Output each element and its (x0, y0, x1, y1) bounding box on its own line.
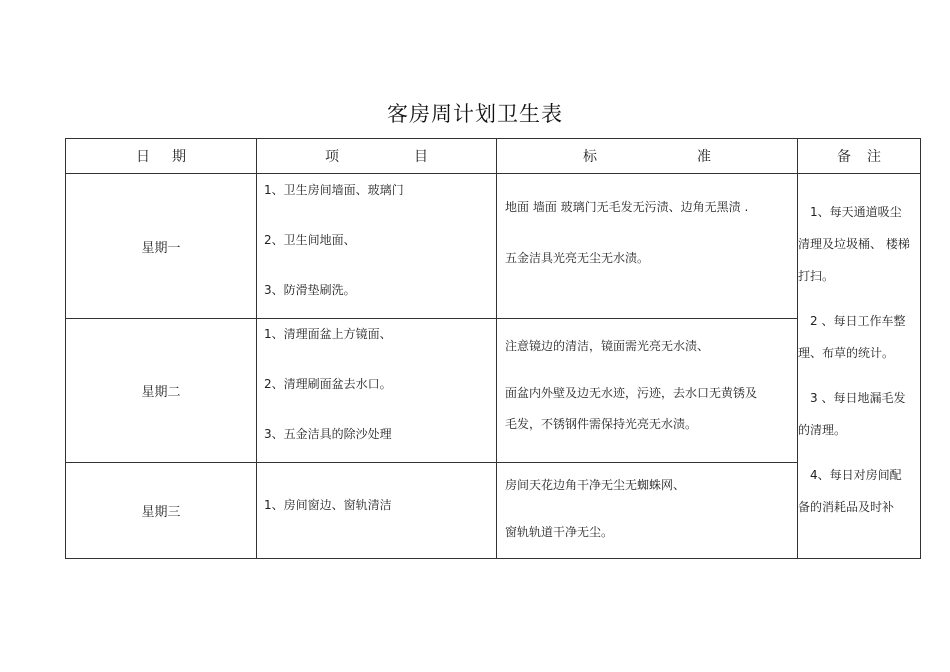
item-line: 3、五金洁具的除沙处理 (264, 427, 392, 441)
item-line: 2、卫生间地面、 (264, 232, 356, 247)
header-row (66, 139, 921, 174)
standard-line: 地面 墙面 玻璃门无毛发无污渍、边角无黑渍 . (505, 200, 749, 214)
standard-line: 五金洁具光亮无尘无水渍。 (505, 251, 650, 265)
standard-line: 毛发，不锈钢件需保持光亮无水渍。 (505, 417, 698, 431)
standard-line: 房间天花边角干净无尘无蜘蛛网、 (505, 477, 686, 492)
note-item: 4、每日对房间配 备的消耗品及时补 (798, 468, 902, 514)
standard-line: 窗轨轨道干净无尘。 (505, 524, 614, 539)
hygiene-schedule-table (65, 138, 921, 559)
header-standard: 标 准 (497, 139, 798, 174)
note-item: 2 、每日工作车整 理、布草的统计。 (798, 314, 906, 360)
standard-cell (497, 319, 798, 463)
day-cell: 星期三 (66, 463, 257, 559)
items-cell (257, 463, 497, 559)
table-row (66, 319, 921, 463)
items-cell (257, 174, 497, 319)
items-cell (257, 319, 497, 463)
note-item: 3 、每日地漏毛发 的清理。 (798, 391, 906, 437)
item-line: 1、房间窗边、窗轨清洁 (264, 498, 392, 512)
day-cell: 星期二 (66, 319, 257, 463)
table-row (66, 174, 921, 319)
note-item: 1、每天通道吸尘 清理及垃圾桶、 楼梯 打扫。 (798, 205, 910, 283)
table-row (66, 463, 921, 559)
header-date: 日期 (66, 139, 257, 174)
item-line: 1、卫生房间墙面、玻璃门 (264, 182, 404, 197)
header-notes: 备注 (798, 139, 921, 174)
item-line: 1、清理面盆上方镜面、 (264, 327, 392, 341)
standard-cell (497, 174, 798, 319)
notes-cell (798, 174, 921, 559)
day-cell: 星期一 (66, 174, 257, 319)
item-line: 2、清理刷面盆去水口。 (264, 377, 392, 391)
standard-line: 注意镜边的清洁，镜面需光亮无水渍、 (505, 339, 710, 353)
standard-line: 面盆内外壁及边无水迹，污迹，去水口无黄锈及 (505, 386, 758, 400)
page-title: 客房周计划卫生表 (387, 102, 563, 126)
header-items: 项 目 (257, 139, 497, 174)
item-line: 3、防滑垫刷洗。 (264, 282, 356, 297)
standard-cell (497, 463, 798, 559)
